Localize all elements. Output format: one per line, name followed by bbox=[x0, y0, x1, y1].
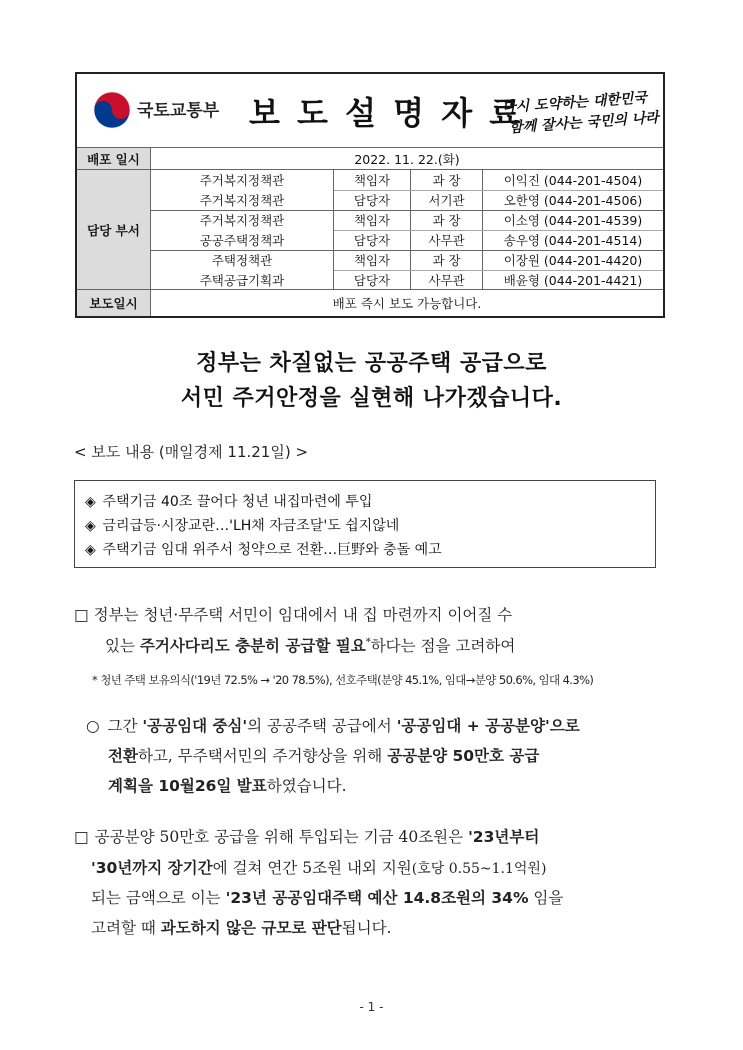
dept-name: 주거복지정책관 bbox=[199, 213, 285, 228]
dept-contact: 오한영 (044-201-4506) bbox=[503, 193, 643, 208]
dept-title: 과 장 bbox=[432, 213, 461, 228]
dept-role: 책임자 bbox=[353, 253, 391, 268]
section-3-line-4: 고려할 때 과도하지 않은 규모로 판단됩니다. bbox=[91, 919, 392, 937]
section-1-footnote: * 청년 주택 보유의식('19년 72.5% → '20 78.5%), 선호주택(분양 45.1%, 임대→분양 50.6%, 임대 4.3%) bbox=[92, 673, 594, 687]
dept-contact: 배윤형 (044-201-4421) bbox=[503, 273, 643, 288]
list-item: ◈ 주택기금 임대 위주서 청약으로 전환…巨野와 충돌 예고 bbox=[85, 542, 442, 558]
list-item: ◈ 금리급등·시장교란…'LH채 자금조달'도 쉽지않네 bbox=[85, 518, 400, 534]
slogan-line-2: 함께 잘사는 국민의 나라 bbox=[508, 109, 660, 137]
section-1-line-2: 있는 주거사다리도 충분히 공급할 필요*하다는 점을 고려하여 bbox=[105, 636, 516, 655]
diamond-bullet-icon: ◈ bbox=[85, 518, 96, 534]
report-time-text: 배포 즉시 보도 가능합니다. bbox=[332, 296, 482, 311]
dept-name: 주거복지정책관 bbox=[199, 173, 285, 188]
header-title-row bbox=[77, 74, 663, 148]
circle-bullet-icon: ○ bbox=[86, 717, 100, 735]
dept-title: 사무관 bbox=[428, 273, 465, 288]
dept-role: 담당자 bbox=[353, 193, 391, 208]
dept-contact: 송우영 (044-201-4514) bbox=[503, 233, 643, 248]
press-header-table bbox=[75, 72, 665, 318]
section-3-line-3: 되는 금액으로 이는 '23년 공공임대주택 예산 14.8조원의 34% 임을 bbox=[91, 889, 564, 907]
dept-title: 과 장 bbox=[432, 253, 461, 268]
checkbox-square-icon: □ bbox=[74, 828, 89, 846]
report-time-label: 보도일시 bbox=[77, 290, 150, 316]
slogan-line-1: 다시 도약하는 대한민국 bbox=[501, 89, 648, 117]
section-1-line-1: □ 정부는 청년·무주택 서민이 임대에서 내 집 마련까지 이어질 수 bbox=[74, 606, 513, 624]
dept-contact: 이장원 (044-201-4420) bbox=[503, 253, 643, 268]
dept-name: 공공주택정책과 bbox=[199, 233, 285, 248]
dept-role: 담당자 bbox=[353, 273, 391, 288]
dept-title: 서기관 bbox=[428, 193, 465, 208]
dept-title: 사무관 bbox=[428, 233, 465, 248]
dept-role: 책임자 bbox=[353, 173, 391, 188]
section-2-line-3: 계획을 10월26일 발표하였습니다. bbox=[108, 777, 347, 795]
dept-name: 주택정책관 bbox=[211, 253, 273, 268]
document-type-title: 보 도 설 명 자 료 bbox=[249, 94, 524, 132]
list-item: ◈ 주택기금 40조 끌어다 청년 내집마련에 투입 bbox=[85, 494, 373, 510]
section-3-line-1: □ 공공분양 50만호 공급을 위해 투입되는 기금 40조원은 '23년부터 bbox=[74, 828, 540, 846]
dept-name: 주택공급기획과 bbox=[199, 273, 285, 288]
news-headlines-box bbox=[74, 480, 656, 568]
dept-contact: 이소영 (044-201-4539) bbox=[503, 213, 643, 228]
section-2-line-1: ○ 그간 '공공임대 중심'의 공공주택 공급에서 '공공임대 + 공공분양'으로 bbox=[86, 717, 580, 735]
headline-line-2: 서민 주거안정을 실현해 나가겠습니다. bbox=[180, 386, 563, 411]
dept-role: 담당자 bbox=[353, 233, 391, 248]
page-number: - 1 - bbox=[359, 1000, 384, 1014]
departments-label: 담당 부서 bbox=[77, 170, 150, 289]
diamond-bullet-icon: ◈ bbox=[85, 494, 96, 510]
departments-block bbox=[77, 170, 663, 290]
checkbox-square-icon: □ bbox=[74, 606, 89, 624]
ministry-name: 국토교통부 bbox=[137, 101, 220, 121]
distribution-label: 배포 일시 bbox=[77, 148, 150, 169]
diamond-bullet-icon: ◈ bbox=[85, 542, 96, 558]
distribution-date: 2022. 11. 22.(화) bbox=[354, 151, 460, 167]
dept-title: 과 장 bbox=[432, 173, 461, 188]
dept-role: 책임자 bbox=[353, 213, 391, 228]
government-logo-icon bbox=[93, 91, 131, 129]
distribution-row bbox=[77, 148, 663, 170]
section-3-line-2: '30년까지 장기간에 걸쳐 연간 5조원 내외 지원(호당 0.55~1.1억원) bbox=[91, 859, 547, 877]
section-2-line-2: 전환하고, 무주택서민의 주거향상을 위해 공공분양 50만호 공급 bbox=[108, 747, 540, 765]
dept-name: 주거복지정책관 bbox=[199, 193, 285, 208]
report-time-row bbox=[77, 290, 663, 316]
report-source: < 보도 내용 (매일경제 11.21일) > bbox=[74, 443, 309, 461]
headline-line-1: 정부는 차질없는 공공주택 공급으로 bbox=[196, 351, 547, 376]
dept-contact: 이익진 (044-201-4504) bbox=[503, 173, 643, 188]
